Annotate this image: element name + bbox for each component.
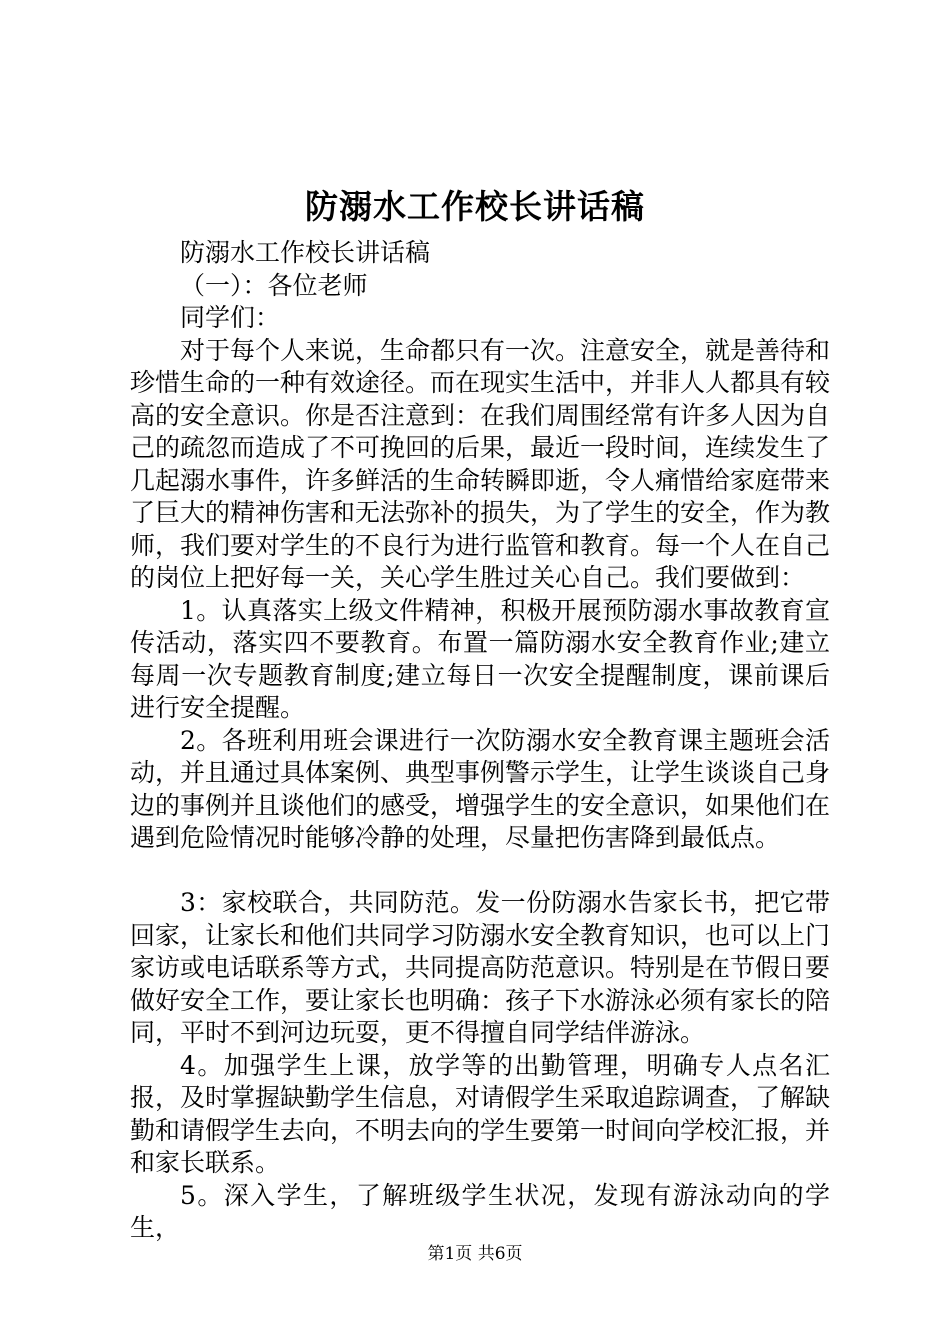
body-paragraph-item-1: 1。认真落实上级文件精神，积极开展预防溺水事故教育宣传活动，落实四不要教育。布置一篇防溺水安全教育作业;建立每周一次专题教育制度;建立每日一次安全提醒制度，课前课后进行安全提醒。 bbox=[130, 595, 830, 722]
page-number-footer: 第1页 共6页 bbox=[427, 1244, 523, 1264]
body-paragraph-intro: 对于每个人来说，生命都只有一次。注意安全，就是善待和珍惜生命的一种有效途径。而在现实生活中，并非人人都具有较高的安全意识。你是否注意到：在我们周围经常有许多人因为自己的疏忽而造成了不可挽回的后果，最近一段时间，连续发生了几起溺水事件，许多鲜活的生命转瞬即逝，令人痛惜给家庭带来了巨大的精神伤害和无法弥补的损失，为了学生的安全，作为教师，我们要对学生的不良行为进行监管和教育。每一个人在自己的岗位上把好每一关，关心学生胜过关心自己。我们要做到： bbox=[130, 335, 831, 592]
body-paragraph-salutation-1: （一）：各位老师 bbox=[180, 270, 368, 300]
body-paragraph-item-3: 3：家校联合，共同防范。发一份防溺水告家长书，把它带回家，让家长和他们共同学习防溺水安全教育知识，也可以上门家访或电话联系等方式，共同提高防范意识。特别是在节假日要做好安全工作，要让家长也明确：孩子下水游泳必须有家长的陪同，平时不到河边玩耍，更不得擅自同学结伴游泳。 bbox=[130, 888, 831, 1047]
paragraph-spacer bbox=[130, 855, 830, 888]
body-paragraph-item-2: 2。各班利用班会课进行一次防溺水安全教育课主题班会活动，并且通过具体案例、典型事例警示学生，让学生谈谈自己身边的事例并且谈他们的感受，增强学生的安全意识，如果他们在遇到危险情况时能够冷静的处理，尽量把伤害降到最低点。 bbox=[130, 725, 831, 852]
document-title: 防溺水工作校长讲话稿 bbox=[305, 187, 645, 226]
body-paragraph-item-5: 5。深入学生，了解班级学生状况，发现有游泳动向的学生， bbox=[130, 1180, 830, 1242]
document-body bbox=[130, 237, 830, 1245]
body-paragraph-salutation-2: 同学们： bbox=[180, 303, 281, 332]
body-paragraph-item-4: 4。加强学生上课，放学等的出勤管理，明确专人点名汇报，及时掌握缺勤学生信息，对请假学生采取追踪调查，了解缺勤和请假学生去向，不明去向的学生要第一时间向学校汇报，并和家长联系。 bbox=[130, 1050, 831, 1177]
body-paragraph-subtitle: 防溺水工作校长讲话稿 bbox=[180, 238, 431, 267]
